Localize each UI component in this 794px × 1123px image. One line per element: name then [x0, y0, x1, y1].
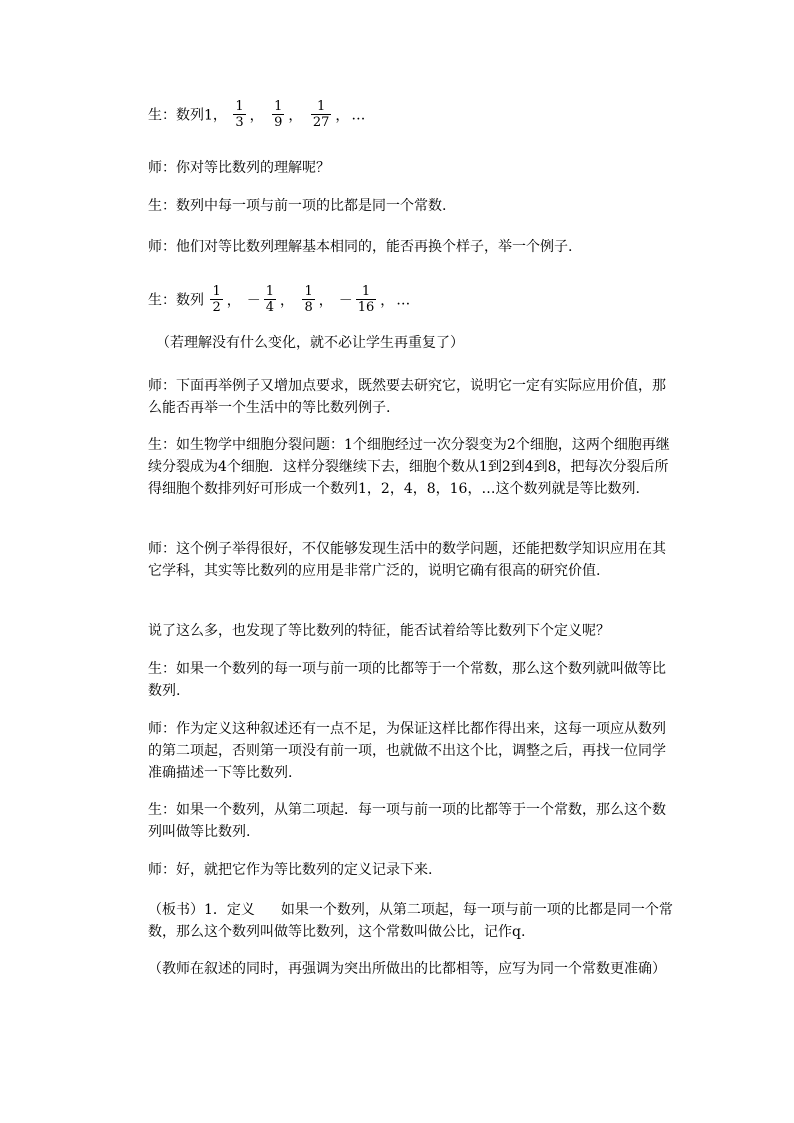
definition-text: 如果一个数列，从第二项起，每一项与前一项的比都是同一个常数，那么这个数列叫做等比数列，这个常数叫做公比，记作q.: [148, 902, 673, 940]
fraction-one-sixteenth: [356, 284, 377, 315]
paragraph-text: （教师在叙述的同时，再强调为突出所做出的比都相等，应写为同一个常数更准确）: [148, 961, 666, 977]
paragraph-text: 师：作为定义这种叙述还有一点不足，为保证这样比都作得出来，这每一项应从数列的第二项起，否则第一项没有前一项，也就做不出这个比，调整之后，再找一位同学准确描述一下等比数列.: [148, 721, 666, 781]
line1-prefix: 生：数列1，: [148, 107, 227, 124]
paragraph-text: 师：这个例子举得很好，不仅能够发现生活中的数学问题，还能把数学知识应用在其它学科，其实等比数列的应用是非常广泛的，说明它确有很高的研究价值.: [148, 541, 666, 579]
minus-sign: －: [246, 292, 261, 309]
fraction-numerator: 1: [274, 99, 283, 114]
separator: ，: [288, 107, 303, 124]
fraction-one-eighth: [302, 284, 314, 315]
fraction-denominator: 8: [304, 300, 313, 315]
fraction-numerator: 1: [304, 284, 313, 299]
minus-sign: －: [338, 292, 353, 309]
paragraph-text: 师：下面再举例子又增加点要求，既然要去研究它，说明它一定有实际应用价值，那么能否再举一个生活中的等比数列例子.: [148, 378, 666, 416]
teacher-question-understanding: 师：你对等比数列的理解呢？: [148, 160, 330, 176]
fraction-numerator: 1: [235, 99, 244, 114]
fraction-one-ninth: [272, 99, 284, 130]
fraction-numerator: 1: [356, 284, 377, 300]
prompt-define-sequence: [122, 620, 678, 642]
line5-prefix: 生：数列: [148, 292, 204, 309]
separator: ，: [280, 292, 295, 309]
fraction-numerator: 1: [265, 284, 275, 299]
fraction-denominator: 3: [235, 115, 244, 130]
separator: ，: [226, 292, 241, 309]
teacher-emphasis-note: [122, 958, 678, 980]
paragraph-text: 师：好，就把它作为等比数列的定义记录下来.: [148, 862, 433, 878]
fraction-numerator: 1: [311, 99, 332, 115]
fraction-denominator: 4: [265, 300, 275, 315]
paragraph-text: 生：如果一个数列，从第二项起．每一项与前一项的比都等于一个常数，那么这个数列叫做等比数列.: [148, 802, 666, 840]
separator: ，: [380, 292, 395, 309]
teacher-record-definition: [122, 859, 678, 881]
student-sequence-example-1: [148, 100, 365, 131]
student-answer-ratio-constant: 生：数列中每一项与前一项的比都是同一个常数.: [148, 198, 447, 214]
fraction-denominator: 9: [274, 115, 283, 130]
fraction-numerator: 1: [212, 284, 221, 299]
paragraph-text: 生：如生物学中细胞分裂问题：1个细胞经过一次分裂变为2个细胞，这两个细胞再继续分裂成为4个细胞．这样分裂继续下去，细胞个数从1到2到4到8，把每次分裂后所得细胞个数排列好可形成一个数列1，2，4，8，16，…这个数列就是等比数列.: [148, 437, 670, 497]
student-sequence-example-2: [148, 285, 410, 316]
teacher-real-life-request: [122, 375, 678, 419]
student-cell-division-example: [122, 434, 678, 500]
blackboard-definition: [122, 899, 678, 943]
separator: ，: [335, 107, 350, 124]
ellipsis: …: [351, 107, 366, 124]
fraction-one-twenty-seventh: [311, 99, 332, 130]
teacher-praise-example: [122, 538, 678, 582]
fraction-one-half: [210, 284, 222, 315]
note-no-change: （若理解没有什么变化，就不必让学生再重复了）: [156, 335, 464, 351]
teacher-definition-correction: [122, 718, 678, 784]
separator: ，: [249, 107, 264, 124]
fraction-denominator: 27: [312, 115, 330, 130]
separator: ，: [318, 292, 333, 309]
fraction-one-third: [233, 99, 245, 130]
paragraph-text: 说了这么多，也发现了等比数列的特征，能否试着给等比数列下个定义呢？: [148, 623, 610, 639]
fraction-denominator: 2: [212, 300, 221, 315]
student-first-definition: [122, 658, 678, 702]
teacher-request-another-example: 师：他们对等比数列理解基本相同的，能否再换个样子，举一个例子.: [148, 239, 573, 255]
ellipsis: …: [396, 292, 411, 309]
student-refined-definition: [122, 799, 678, 843]
fraction-one-quarter: [264, 284, 276, 315]
fraction-denominator: 16: [357, 300, 375, 315]
paragraph-text: 生：如果一个数列的每一项与前一项的比都等于一个常数，那么这个数列就叫做等比数列.: [148, 661, 666, 699]
blackboard-heading: （板书）1．定义: [148, 902, 255, 918]
